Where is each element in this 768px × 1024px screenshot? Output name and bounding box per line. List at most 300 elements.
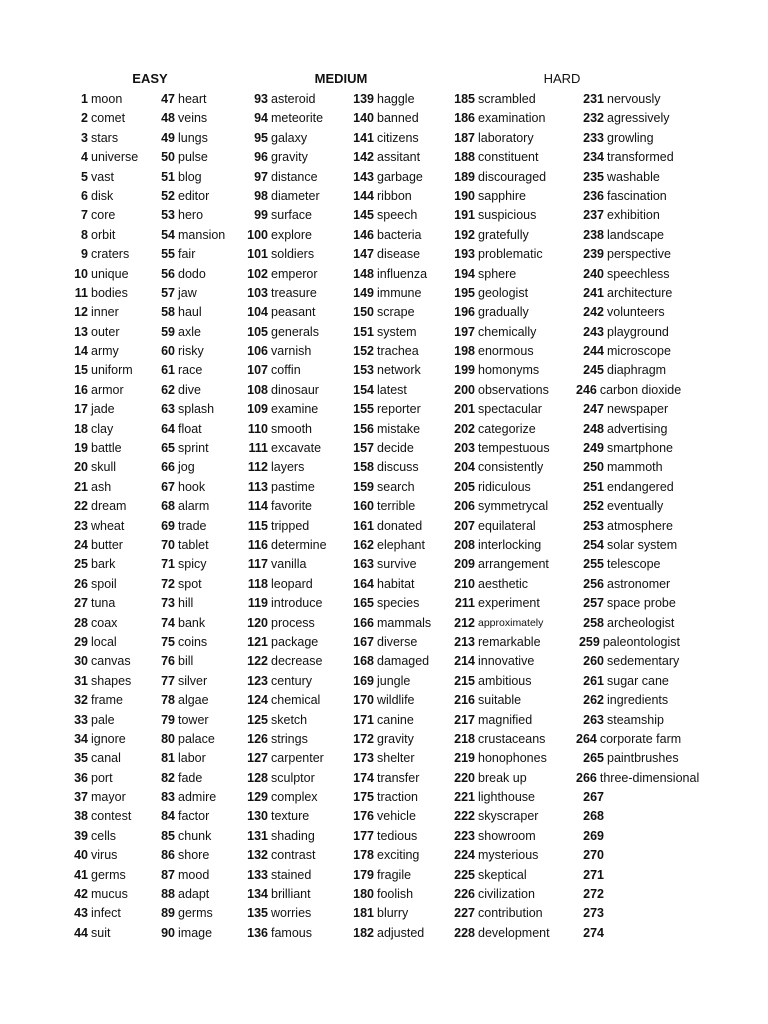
word-entry [448,478,576,497]
entry-word: determine [271,537,327,552]
word-entry [60,885,148,904]
entry-word: newspaper [607,402,669,417]
entry-word: arrangement [478,557,549,572]
word-entry [148,517,243,536]
entry-word: bark [91,557,116,572]
word-entry [448,90,576,109]
entry-word: lungs [178,130,208,145]
column-hard-1 [448,90,576,943]
word-entry [60,420,148,439]
word-entry [60,265,148,284]
word-entry [448,420,576,439]
word-entry [148,381,243,400]
entry-number: 122 [247,654,268,669]
entry-number: 233 [583,130,604,145]
word-entry [448,924,576,943]
entry-number: 108 [247,382,268,397]
entry-number: 204 [454,460,475,475]
entry-number: 86 [161,848,175,863]
entry-word: germs [91,867,126,882]
word-entry [238,478,346,497]
entry-word: tuna [91,596,116,611]
entry-word: ambitious [478,673,532,688]
column-easy-1 [60,90,148,943]
word-entry [346,361,450,380]
entry-number: 51 [161,169,175,184]
entry-word: mysterious [478,848,539,863]
entry-number: 9 [81,247,88,262]
word-entry [238,827,346,846]
entry-number: 273 [583,906,604,921]
entry-word: worries [271,906,312,921]
entry-word: hill [178,596,194,611]
entry-number: 40 [74,848,88,863]
word-entry [238,342,346,361]
entry-word: generals [271,324,319,339]
entry-word: shelter [377,751,415,766]
entry-word: diameter [271,188,320,203]
entry-number: 61 [161,363,175,378]
entry-number: 196 [454,305,475,320]
entry-word: terrible [377,499,416,514]
entry-number: 167 [353,634,374,649]
word-entry [576,769,700,788]
word-entry [148,361,243,380]
word-entry [60,846,148,865]
entry-number: 38 [74,809,88,824]
entry-word: exciting [377,848,420,863]
word-entry [148,323,243,342]
entry-word: donated [377,518,423,533]
word-entry [148,284,243,303]
entry-number: 1 [81,92,88,106]
entry-word: constituent [478,150,539,165]
entry-number: 140 [353,111,374,126]
entry-number: 154 [353,382,374,397]
entry-number: 164 [353,576,374,591]
entry-word: three-dimensional [599,770,700,785]
entry-word: leopard [271,576,313,591]
word-entry [148,749,243,768]
entry-word: system [377,324,417,339]
entry-word: mucus [91,887,128,902]
entry-word: jungle [377,673,411,688]
word-entry [60,517,148,536]
entry-number: 144 [353,188,374,203]
word-entry [576,866,680,885]
word-entry [576,594,680,613]
word-entry [238,400,346,419]
word-entry [448,769,576,788]
entry-word: geologist [478,285,529,300]
entry-word: traction [377,790,418,805]
entry-number: 213 [454,634,475,649]
entry-number: 70 [161,537,175,552]
entry-word: shading [271,828,315,843]
entry-number: 256 [583,576,604,591]
word-entry [148,846,243,865]
column-medium-1 [238,90,346,943]
entry-word: citizens [377,130,419,145]
word-entry [60,458,148,477]
entry-number: 6 [81,188,88,203]
entry-number: 13 [74,324,88,339]
entry-word: contrast [271,848,316,863]
entry-word: enormous [478,344,534,359]
entry-word: influenza [377,266,428,281]
entry-word: architecture [607,285,673,300]
entry-number: 53 [161,208,175,223]
entry-number: 192 [454,227,475,242]
entry-number: 96 [254,150,268,165]
entry-word: transfer [377,770,420,785]
entry-number: 245 [583,363,604,378]
entry-number: 201 [454,402,475,417]
entry-number: 211 [454,596,475,611]
entry-number: 146 [353,227,374,242]
entry-number: 231 [583,92,604,106]
entry-word: microscope [607,344,671,359]
entry-number: 237 [583,208,604,223]
word-entry [576,381,680,400]
entry-number: 5 [81,169,88,184]
entry-number: 224 [454,848,475,863]
entry-word: alarm [178,499,210,514]
entry-word: admire [178,790,217,805]
entry-word: symmetrycal [478,499,549,514]
word-entry [576,904,680,923]
entry-number: 259 [578,634,600,649]
word-entry [448,284,576,303]
entry-number: 101 [247,247,268,262]
entry-number: 244 [583,344,604,359]
word-entry [238,323,346,342]
word-entry [238,633,346,652]
word-entry [148,265,243,284]
entry-word: damaged [377,654,430,669]
word-entry [346,827,450,846]
word-entry [576,265,680,284]
entry-number: 247 [583,402,604,417]
word-entry [148,633,243,652]
word-entry [238,594,346,613]
entry-number: 39 [74,828,88,843]
word-entry [346,458,450,477]
entry-number: 18 [74,421,88,436]
entry-word: jade [91,402,115,417]
entry-word: development [478,925,550,940]
entry-word: complex [271,790,318,805]
entry-number: 200 [454,382,475,397]
entry-word: nervously [607,92,661,106]
word-entry [448,904,576,923]
entry-number: 161 [353,518,374,533]
entry-word: stars [91,130,119,145]
entry-word: jaw [178,285,197,300]
entry-number: 175 [353,790,374,805]
word-entry [60,807,148,826]
entry-word: pale [91,712,115,727]
word-entry [448,168,576,187]
entry-number: 62 [161,382,175,397]
entry-word: break up [478,770,527,785]
word-entry [346,555,450,574]
word-entry [448,730,576,749]
entry-number: 174 [353,770,374,785]
word-entry [346,575,450,594]
word-entry [448,575,576,594]
word-entry [148,206,243,225]
entry-number: 149 [353,285,374,300]
entry-word: fade [178,770,203,785]
entry-number: 56 [161,266,175,281]
word-entry [238,652,346,671]
entry-word: species [377,596,420,611]
entry-word: banned [377,111,419,126]
entry-number: 99 [254,208,268,223]
word-entry [148,536,243,555]
entry-word: sapphire [478,188,526,203]
entry-word: peasant [271,305,316,320]
word-entry [346,342,450,361]
word-entry [448,846,576,865]
entry-number: 100 [247,227,268,242]
word-entry [238,536,346,555]
entry-word: mistake [377,421,421,436]
entry-word: dream [91,499,127,514]
word-entry [238,788,346,807]
word-entry [60,148,148,167]
entry-word: moon [91,92,123,106]
word-entry [346,904,450,923]
word-entry [448,265,576,284]
entry-word: pulse [178,150,208,165]
entry-number: 156 [353,421,374,436]
entry-number: 206 [454,499,475,514]
word-entry [448,245,576,264]
entry-number: 54 [161,227,175,242]
entry-number: 78 [161,693,175,708]
word-entry [346,924,450,943]
entry-number: 134 [247,887,268,902]
entry-number: 88 [161,887,175,902]
entry-word: blurry [377,906,409,921]
entry-word: speech [377,208,418,223]
word-entry [448,594,576,613]
entry-number: 68 [161,499,175,514]
word-entry [238,420,346,439]
entry-number: 109 [247,402,268,417]
entry-word: bank [178,615,206,630]
word-entry [448,672,576,691]
word-entry [60,187,148,206]
entry-number: 87 [161,867,175,882]
word-entry [346,129,450,148]
entry-word: reporter [377,402,421,417]
entry-word: ridiculous [478,479,531,494]
word-entry [576,148,680,167]
entry-number: 114 [247,499,268,514]
entry-number: 21 [74,479,88,494]
word-entry [148,652,243,671]
entry-word: outer [91,324,120,339]
entry-number: 272 [583,887,604,902]
entry-word: smooth [271,421,312,436]
word-entry [576,439,680,458]
word-entry [238,575,346,594]
entry-word: sprint [178,441,209,456]
word-entry [238,614,346,633]
entry-number: 59 [161,324,175,339]
word-entry [576,323,680,342]
word-entry [576,749,680,768]
entry-number: 274 [583,925,604,940]
word-entry [60,342,148,361]
word-entry [448,458,576,477]
word-entry [238,924,346,943]
entry-word: laboratory [478,130,534,145]
entry-number: 263 [583,712,604,727]
header-medium: MEDIUM [314,71,368,86]
word-entry [148,904,243,923]
entry-number: 136 [247,925,268,940]
entry-word: network [377,363,421,378]
entry-number: 181 [353,906,374,921]
entry-word: ribbon [377,188,412,203]
word-entry [346,730,450,749]
word-entry [148,575,243,594]
word-entry [148,245,243,264]
word-entry [448,129,576,148]
entry-word: honophones [478,751,547,766]
word-entry [576,478,680,497]
entry-number: 123 [247,673,268,688]
entry-number: 219 [454,751,475,766]
entry-word: port [91,770,113,785]
word-entry [346,90,450,109]
word-entry [60,672,148,691]
entry-number: 150 [353,305,374,320]
word-entry [448,652,576,671]
entry-number: 235 [583,169,604,184]
entry-number: 3 [81,130,88,145]
entry-number: 22 [74,499,88,514]
entry-word: canal [91,751,121,766]
entry-number: 168 [353,654,374,669]
entry-number: 190 [454,188,475,203]
entry-word: shore [178,848,210,863]
word-entry [346,245,450,264]
word-entry [60,633,148,652]
word-entry [60,749,148,768]
word-entry [448,439,576,458]
word-entry [576,633,680,652]
entry-number: 189 [454,169,475,184]
entry-number: 32 [74,693,88,708]
entry-number: 152 [353,344,374,359]
entry-word: uniform [91,363,133,378]
entry-number: 72 [161,576,175,591]
entry-word: race [178,363,203,378]
entry-word: army [91,344,119,359]
entry-number: 107 [247,363,268,378]
entry-number: 194 [454,266,475,281]
word-entry [576,536,680,555]
entry-number: 159 [353,479,374,494]
entry-number: 217 [454,712,475,727]
entry-word: blog [178,169,202,184]
entry-number: 127 [247,751,268,766]
entry-word: texture [271,809,310,824]
word-entry [346,614,450,633]
entry-word: local [91,634,117,649]
entry-number: 135 [247,906,268,921]
entry-number: 64 [161,421,175,436]
entry-word: canine [377,712,414,727]
entry-number: 10 [74,266,88,281]
word-entry [60,245,148,264]
entry-number: 215 [454,673,475,688]
word-entry [238,109,346,128]
entry-number: 31 [74,673,88,688]
word-entry [346,109,450,128]
entry-word: coins [178,634,208,649]
word-entry [60,361,148,380]
entry-word: corporate farm [599,731,682,746]
word-entry [576,497,680,516]
entry-number: 12 [74,305,88,320]
word-entry [60,400,148,419]
entry-word: suitable [478,693,522,708]
entry-word: risky [178,344,204,359]
word-entry [346,187,450,206]
word-entry [60,827,148,846]
word-entry [346,749,450,768]
entry-number: 169 [353,673,374,688]
entry-word: veins [178,111,208,126]
word-entry [576,226,680,245]
word-entry [448,497,576,516]
word-entry [238,439,346,458]
word-entry [346,594,450,613]
entry-number: 199 [454,363,475,378]
entry-number: 139 [353,92,374,106]
entry-word: famous [271,925,312,940]
entry-number: 158 [353,460,374,475]
word-entry [448,517,576,536]
entry-number: 47 [161,92,175,106]
word-entry [448,206,576,225]
entry-number: 141 [353,130,374,145]
entry-number: 57 [161,285,175,300]
entry-number: 186 [454,111,475,126]
entry-number: 265 [583,751,604,766]
entry-number: 44 [74,925,88,940]
entry-number: 43 [74,906,88,921]
entry-number: 261 [583,673,604,688]
entry-word: examine [271,402,319,417]
entry-number: 223 [454,828,475,843]
entry-word: trachea [377,344,419,359]
entry-number: 264 [576,731,597,746]
entry-number: 153 [353,363,374,378]
entry-number: 65 [161,441,175,456]
word-entry [448,226,576,245]
entry-number: 95 [254,130,268,145]
entry-number: 112 [247,460,268,475]
entry-word: silver [178,673,208,688]
entry-word: homonyms [478,363,540,378]
